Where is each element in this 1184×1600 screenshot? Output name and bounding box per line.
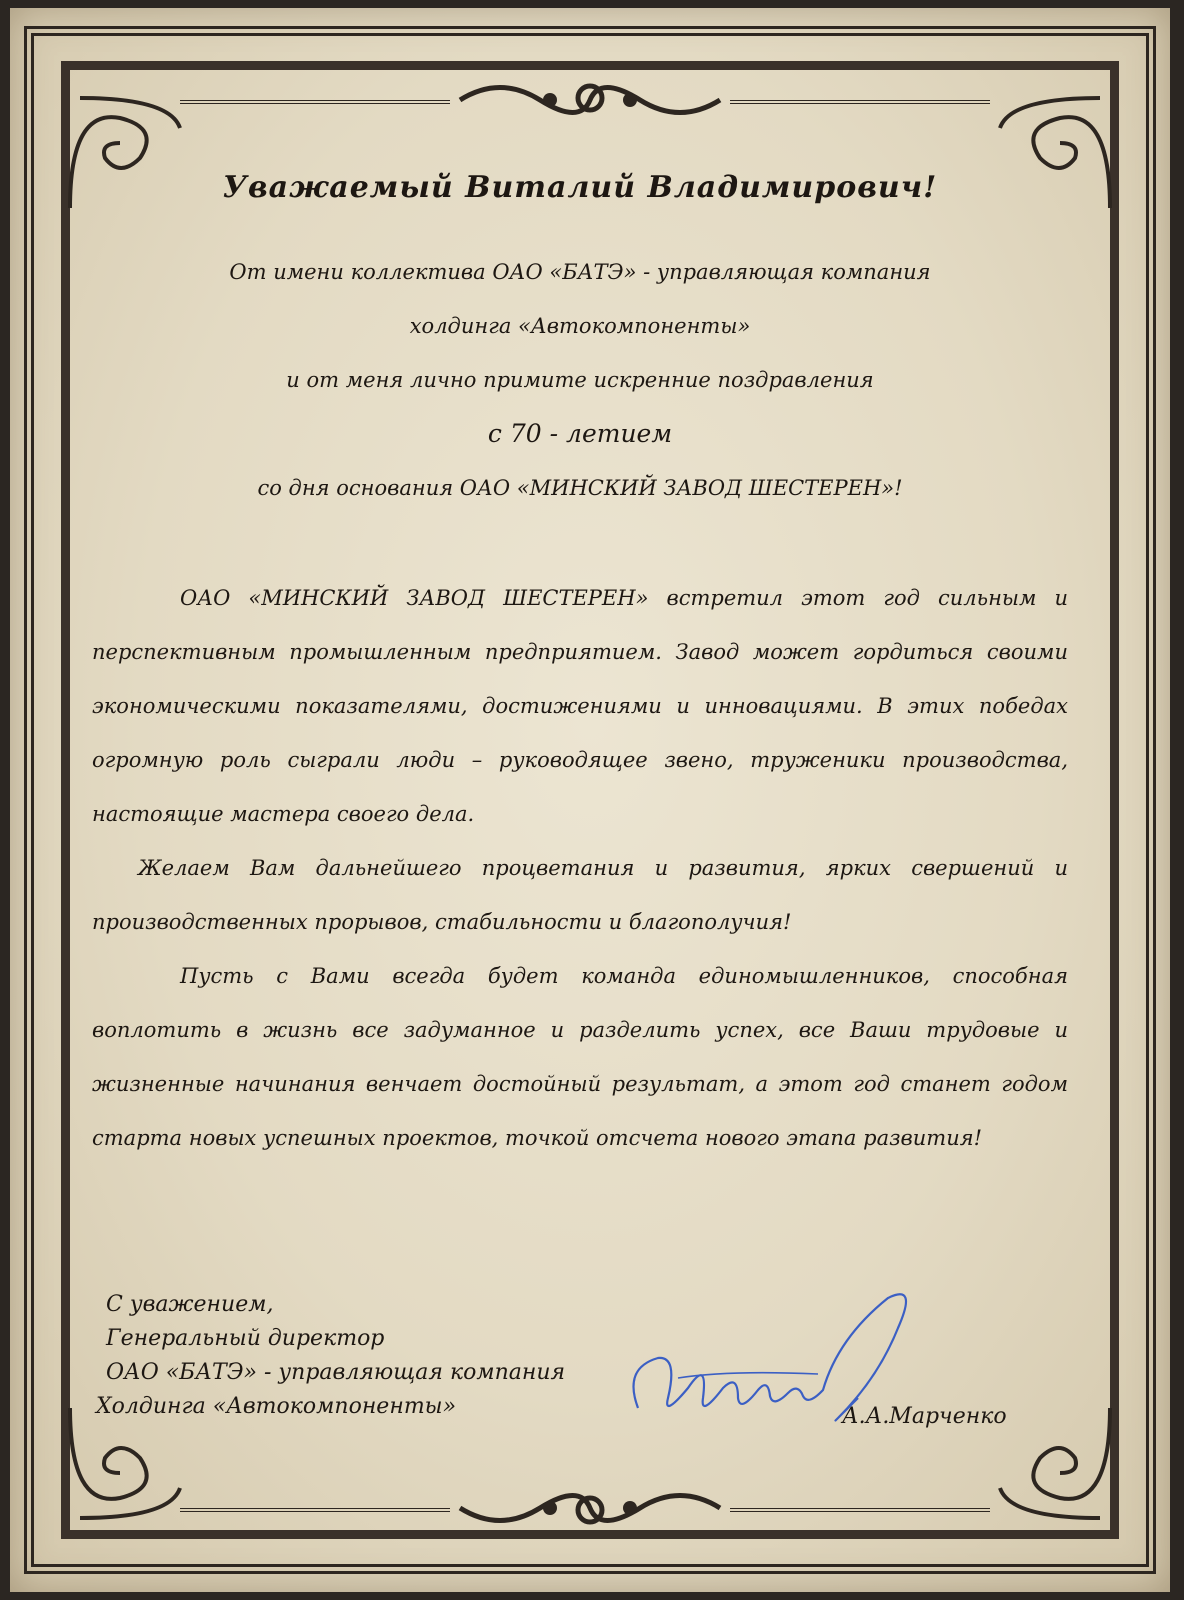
anniversary-line: с 70 - летием — [487, 419, 673, 448]
letter-body — [92, 571, 1068, 1165]
closing-line: ОАО «БАТЭ» - управляющая компания — [106, 1360, 566, 1385]
bottom-flourish-icon — [450, 1478, 730, 1538]
closing-line: Генеральный директор — [106, 1326, 385, 1351]
intro-line: со дня основания ОАО «МИНСКИЙ ЗАВОД ШЕСТЕРЕН»! — [257, 476, 903, 500]
letter-content — [92, 160, 1068, 1165]
top-rule-left — [180, 100, 450, 104]
body-paragraph: ОАО «МИНСКИЙ ЗАВОД ШЕСТЕРЕН» встретил этот год сильным и перспективным промышленным предприятием. Завод может гордиться своими экономическими показателями, достижениями и инновациями. В этих победах огромную роль сыграли люди – руководящее звено, труженики производства, настоящие мастера своего дела. — [92, 586, 1068, 826]
salutation: Уважаемый Виталий Владимирович! — [222, 170, 938, 205]
corner-flourish-bottom-right-icon — [990, 1398, 1120, 1528]
signer-name: А.А.Марченко — [842, 1404, 1007, 1429]
bottom-rule-right — [730, 1508, 990, 1512]
bottom-rule-left — [180, 1508, 450, 1512]
intro-line: и от меня лично примите искренние поздравления — [286, 368, 874, 392]
top-flourish-icon — [450, 70, 730, 130]
closing-line: Холдинга «Автокомпоненты» — [96, 1394, 457, 1419]
closing-line: С уважением, — [106, 1292, 274, 1317]
intro-line: холдинга «Автокомпоненты» — [409, 314, 751, 338]
top-rule-right — [730, 100, 990, 104]
intro-line: От имени коллектива ОАО «БАТЭ» - управляющая компания — [229, 260, 931, 284]
intro-block — [92, 245, 1068, 515]
closing-block — [96, 1288, 566, 1424]
body-paragraph: Пусть с Вами всегда будет команда единомышленников, способная воплотить в жизнь все задуманное и разделить успех, все Ваши трудовые и жизненные начинания венчает достойный результат, а этот год станет годом старта новых успешных проектов, точкой отсчета нового этапа развития! — [92, 964, 1068, 1150]
body-paragraph: Желаем Вам дальнейшего процветания и развития, ярких свершений и производственных прорывов, стабильности и благополучия! — [92, 856, 1068, 934]
